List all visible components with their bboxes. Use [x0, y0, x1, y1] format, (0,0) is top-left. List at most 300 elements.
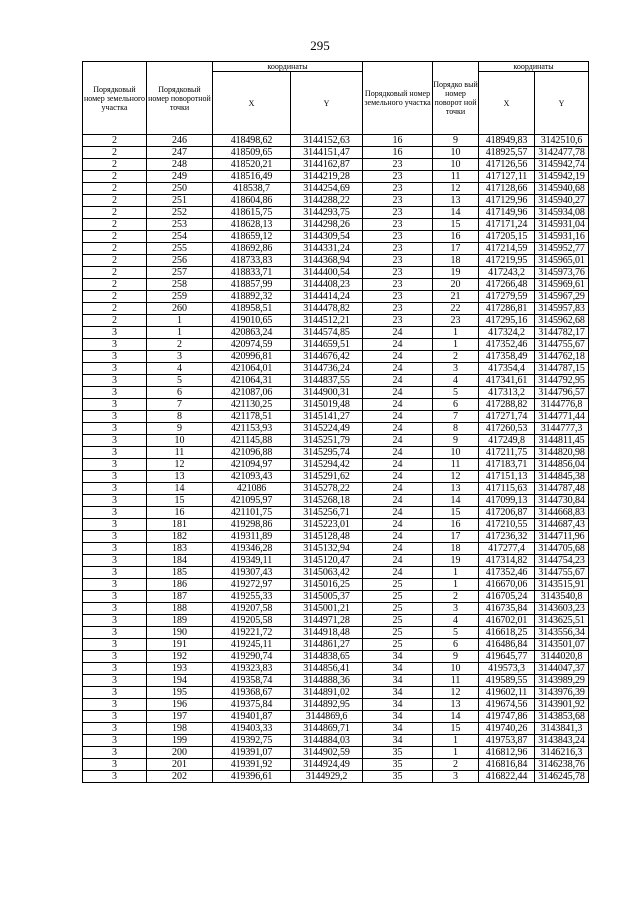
plot-number-cell-right: 24	[363, 483, 433, 495]
x-cell-right: 417205,15	[479, 231, 535, 243]
plot-number-cell: 3	[83, 663, 147, 675]
plot-number-cell-right: 24	[363, 327, 433, 339]
point-number-cell-right: 1	[433, 747, 479, 759]
x-cell: 418659,12	[213, 231, 291, 243]
x-cell: 421096,88	[213, 447, 291, 459]
plot-number-cell-right: 24	[363, 531, 433, 543]
point-number-cell: 260	[147, 303, 213, 315]
coordinates-header-left: координаты	[213, 62, 363, 72]
y-cell: 3144888,36	[291, 675, 363, 687]
table-row	[83, 651, 589, 663]
plot-number-cell-right: 35	[363, 771, 433, 783]
point-number-cell-right: 1	[433, 339, 479, 351]
plot-number-cell: 3	[83, 699, 147, 711]
plot-number-cell: 3	[83, 615, 147, 627]
y-cell: 3145251,79	[291, 435, 363, 447]
x-cell-right: 417260,53	[479, 423, 535, 435]
y-cell: 3144309,54	[291, 231, 363, 243]
y-cell: 3144574,85	[291, 327, 363, 339]
table-row	[83, 591, 589, 603]
plot-number-cell: 3	[83, 375, 147, 387]
point-number-cell-right: 17	[433, 243, 479, 255]
x-cell: 421145,88	[213, 435, 291, 447]
x-cell: 418833,71	[213, 267, 291, 279]
plot-number-cell-right: 25	[363, 603, 433, 615]
point-number-cell: 6	[147, 387, 213, 399]
y-cell: 3144929,2	[291, 771, 363, 783]
plot-number-cell: 2	[83, 303, 147, 315]
x-cell: 419205,58	[213, 615, 291, 627]
table-body	[83, 135, 589, 783]
y-cell-right: 3144754,23	[535, 555, 589, 567]
point-number-cell: 193	[147, 663, 213, 675]
y-cell: 3144891,02	[291, 687, 363, 699]
x-cell-right: 417149,96	[479, 207, 535, 219]
y-cell-right: 3146216,3	[535, 747, 589, 759]
plot-number-header: Порядковый номер земельного участка	[83, 62, 147, 135]
table-row	[83, 531, 589, 543]
y-cell: 3144298,26	[291, 219, 363, 231]
table-row	[83, 567, 589, 579]
y-cell-right: 3144776,8	[535, 399, 589, 411]
x-cell: 419290,74	[213, 651, 291, 663]
point-number-cell-right: 4	[433, 615, 479, 627]
x-cell: 419311,89	[213, 531, 291, 543]
y-cell-right: 3144668,83	[535, 507, 589, 519]
y-cell-right: 3143843,24	[535, 735, 589, 747]
x-cell-right: 416618,25	[479, 627, 535, 639]
plot-number-cell-right: 23	[363, 267, 433, 279]
plot-number-cell: 2	[83, 291, 147, 303]
y-cell-right: 3145957,83	[535, 303, 589, 315]
y-cell-right: 3145934,08	[535, 207, 589, 219]
point-number-cell: 248	[147, 159, 213, 171]
table-row	[83, 435, 589, 447]
plot-number-cell: 2	[83, 255, 147, 267]
plot-number-cell-right: 24	[363, 411, 433, 423]
x-cell-right: 417210,55	[479, 519, 535, 531]
x-cell-right: 419573,3	[479, 663, 535, 675]
point-number-header: Порядковый номер поворотной точки	[147, 62, 213, 135]
x-cell-right: 419747,86	[479, 711, 535, 723]
point-number-cell-right: 16	[433, 231, 479, 243]
plot-number-cell-right: 34	[363, 699, 433, 711]
y-cell-right: 3144792,95	[535, 375, 589, 387]
table-row	[83, 423, 589, 435]
table-row	[83, 207, 589, 219]
plot-number-cell-right: 24	[363, 339, 433, 351]
table-row	[83, 579, 589, 591]
x-cell: 420863,24	[213, 327, 291, 339]
plot-number-cell: 3	[83, 507, 147, 519]
plot-number-cell: 2	[83, 279, 147, 291]
x-cell: 420974,59	[213, 339, 291, 351]
plot-number-cell: 3	[83, 327, 147, 339]
plot-number-cell-right: 24	[363, 435, 433, 447]
x-cell-right: 417127,11	[479, 171, 535, 183]
x-cell-right: 417115,63	[479, 483, 535, 495]
point-number-cell-right: 19	[433, 555, 479, 567]
plot-number-cell-right: 25	[363, 639, 433, 651]
y-cell: 3144838,65	[291, 651, 363, 663]
point-number-cell-right: 21	[433, 291, 479, 303]
x-cell-right: 417128,66	[479, 183, 535, 195]
point-number-cell: 255	[147, 243, 213, 255]
x-cell: 419298,86	[213, 519, 291, 531]
y-cell: 3144414,24	[291, 291, 363, 303]
x-cell: 418628,13	[213, 219, 291, 231]
x-cell: 419207,58	[213, 603, 291, 615]
point-number-cell-right: 5	[433, 387, 479, 399]
y-cell-right: 3145940,27	[535, 195, 589, 207]
y-cell: 3144924,49	[291, 759, 363, 771]
plot-number-cell-right: 23	[363, 195, 433, 207]
plot-number-cell-right: 34	[363, 687, 433, 699]
plot-number-cell-right: 34	[363, 651, 433, 663]
point-number-cell-right: 14	[433, 495, 479, 507]
plot-number-cell: 3	[83, 339, 147, 351]
plot-number-cell-right: 23	[363, 171, 433, 183]
plot-number-cell-right: 25	[363, 615, 433, 627]
y-cell-right: 3143989,29	[535, 675, 589, 687]
y-cell: 3145256,71	[291, 507, 363, 519]
y-cell: 3144837,55	[291, 375, 363, 387]
x-cell: 420996,81	[213, 351, 291, 363]
point-number-cell: 200	[147, 747, 213, 759]
x-cell-right: 417354,4	[479, 363, 535, 375]
plot-number-cell-right: 16	[363, 135, 433, 147]
table-row	[83, 291, 589, 303]
y-cell-right: 3146245,78	[535, 771, 589, 783]
point-number-cell-right: 11	[433, 171, 479, 183]
point-number-header-right: Порядко вый номер поворот ной точки	[433, 62, 479, 135]
point-number-cell-right: 9	[433, 435, 479, 447]
y-cell-right: 3144787,15	[535, 363, 589, 375]
plot-number-cell-right: 24	[363, 459, 433, 471]
table-row	[83, 627, 589, 639]
y-cell: 3145128,48	[291, 531, 363, 543]
table-row	[83, 771, 589, 783]
point-number-cell: 183	[147, 543, 213, 555]
x-cell-right: 417313,2	[479, 387, 535, 399]
point-number-cell-right: 8	[433, 423, 479, 435]
table-row	[83, 495, 589, 507]
y-cell: 3144151,47	[291, 147, 363, 159]
table-row	[83, 315, 589, 327]
y-cell-right: 3144856,04	[535, 459, 589, 471]
y-cell: 3144900,31	[291, 387, 363, 399]
table-row	[83, 147, 589, 159]
plot-number-cell-right: 16	[363, 147, 433, 159]
point-number-cell-right: 11	[433, 459, 479, 471]
table-row	[83, 519, 589, 531]
x-cell-right: 417129,96	[479, 195, 535, 207]
table-row	[83, 759, 589, 771]
plot-number-cell: 2	[83, 171, 147, 183]
plot-number-cell-right: 24	[363, 543, 433, 555]
y-cell-right: 3144711,96	[535, 531, 589, 543]
plot-number-cell: 3	[83, 603, 147, 615]
x-cell: 418509,65	[213, 147, 291, 159]
table-row	[83, 483, 589, 495]
table-row	[83, 447, 589, 459]
y-cell: 3144971,28	[291, 615, 363, 627]
plot-number-cell: 2	[83, 207, 147, 219]
table-row	[83, 663, 589, 675]
table-row	[83, 555, 589, 567]
plot-number-cell: 3	[83, 591, 147, 603]
plot-number-cell: 3	[83, 387, 147, 399]
x-cell-right: 419753,87	[479, 735, 535, 747]
point-number-cell-right: 12	[433, 183, 479, 195]
plot-number-cell-right: 24	[363, 495, 433, 507]
y-cell: 3144254,69	[291, 183, 363, 195]
table-row	[83, 735, 589, 747]
plot-number-cell: 2	[83, 219, 147, 231]
plot-number-cell: 3	[83, 675, 147, 687]
point-number-cell: 14	[147, 483, 213, 495]
x-cell: 419403,33	[213, 723, 291, 735]
y-cell-right: 3144771,44	[535, 411, 589, 423]
x-cell: 419349,11	[213, 555, 291, 567]
plot-number-cell-right: 24	[363, 447, 433, 459]
x-cell: 418615,75	[213, 207, 291, 219]
point-number-cell: 10	[147, 435, 213, 447]
x-cell: 421087,06	[213, 387, 291, 399]
x-cell-right: 416702,01	[479, 615, 535, 627]
plot-number-cell-right: 24	[363, 507, 433, 519]
y-cell: 3144400,54	[291, 267, 363, 279]
y-cell-right: 3144730,84	[535, 495, 589, 507]
y-cell: 3145019,48	[291, 399, 363, 411]
table-row	[83, 267, 589, 279]
x-cell-right: 417288,82	[479, 399, 535, 411]
plot-number-cell-right: 25	[363, 579, 433, 591]
plot-number-cell: 2	[83, 195, 147, 207]
point-number-cell-right: 1	[433, 567, 479, 579]
plot-number-cell-right: 34	[363, 735, 433, 747]
x-cell-right: 419589,55	[479, 675, 535, 687]
plot-number-cell-right: 24	[363, 363, 433, 375]
point-number-cell-right: 17	[433, 531, 479, 543]
y-cell: 3144856,41	[291, 663, 363, 675]
point-number-cell: 253	[147, 219, 213, 231]
x-cell-right: 417126,56	[479, 159, 535, 171]
y-cell: 3145132,94	[291, 543, 363, 555]
plot-number-cell: 3	[83, 579, 147, 591]
point-number-cell-right: 2	[433, 759, 479, 771]
point-number-cell: 2	[147, 339, 213, 351]
point-number-cell-right: 20	[433, 279, 479, 291]
plot-number-cell: 3	[83, 567, 147, 579]
point-number-cell: 188	[147, 603, 213, 615]
point-number-cell-right: 13	[433, 195, 479, 207]
plot-number-cell-right: 34	[363, 663, 433, 675]
plot-number-cell: 2	[83, 183, 147, 195]
point-number-cell: 246	[147, 135, 213, 147]
point-number-cell: 5	[147, 375, 213, 387]
x-cell: 418520,21	[213, 159, 291, 171]
x-cell: 421101,75	[213, 507, 291, 519]
y-cell: 3144869,6	[291, 711, 363, 723]
plot-number-cell: 3	[83, 483, 147, 495]
table-row	[83, 195, 589, 207]
y-cell: 3144918,48	[291, 627, 363, 639]
y-cell-right: 3144782,17	[535, 327, 589, 339]
x-cell: 418958,51	[213, 303, 291, 315]
x-cell: 419358,74	[213, 675, 291, 687]
plot-number-cell-right: 23	[363, 219, 433, 231]
plot-number-cell-right: 25	[363, 591, 433, 603]
point-number-cell: 250	[147, 183, 213, 195]
x-cell-right: 417206,87	[479, 507, 535, 519]
y-cell-right: 3144705,68	[535, 543, 589, 555]
x-cell-right: 417358,49	[479, 351, 535, 363]
point-number-cell-right: 9	[433, 135, 479, 147]
point-number-cell-right: 13	[433, 699, 479, 711]
plot-number-cell-right: 24	[363, 567, 433, 579]
x-cell-right: 419740,26	[479, 723, 535, 735]
plot-number-cell-right: 23	[363, 159, 433, 171]
y-cell-right: 3144755,67	[535, 339, 589, 351]
point-number-cell-right: 7	[433, 411, 479, 423]
plot-number-cell: 2	[83, 147, 147, 159]
point-number-cell: 1	[147, 315, 213, 327]
plot-number-cell-right: 24	[363, 351, 433, 363]
x-cell-right: 417211,75	[479, 447, 535, 459]
table-row	[83, 339, 589, 351]
plot-number-cell: 3	[83, 471, 147, 483]
plot-number-cell: 3	[83, 651, 147, 663]
table-row	[83, 411, 589, 423]
table-row	[83, 507, 589, 519]
plot-number-cell-right: 35	[363, 747, 433, 759]
plot-number-cell: 3	[83, 351, 147, 363]
x-cell: 418538,7	[213, 183, 291, 195]
plot-number-cell: 3	[83, 447, 147, 459]
plot-number-cell-right: 24	[363, 471, 433, 483]
y-cell-right: 3143841,3	[535, 723, 589, 735]
plot-number-cell: 3	[83, 639, 147, 651]
point-number-cell: 9	[147, 423, 213, 435]
table-row	[83, 399, 589, 411]
plot-number-cell: 3	[83, 423, 147, 435]
x-cell: 419368,67	[213, 687, 291, 699]
point-number-cell: 7	[147, 399, 213, 411]
x-cell-right: 419645,77	[479, 651, 535, 663]
plot-number-cell-right: 24	[363, 519, 433, 531]
x-cell-right: 417271,74	[479, 411, 535, 423]
y-cell-right: 3144762,18	[535, 351, 589, 363]
x-cell: 419391,07	[213, 747, 291, 759]
point-number-cell: 182	[147, 531, 213, 543]
plot-number-header-right: Порядковый номер земельного участка	[363, 62, 433, 135]
x-cell: 418516,49	[213, 171, 291, 183]
plot-number-cell-right: 23	[363, 315, 433, 327]
x-cell: 421130,25	[213, 399, 291, 411]
x-cell: 418498,62	[213, 135, 291, 147]
point-number-cell: 202	[147, 771, 213, 783]
table-row	[83, 255, 589, 267]
table-row	[83, 159, 589, 171]
point-number-cell-right: 3	[433, 771, 479, 783]
x-cell-right: 417314,82	[479, 555, 535, 567]
point-number-cell: 187	[147, 591, 213, 603]
point-number-cell: 196	[147, 699, 213, 711]
point-number-cell-right: 19	[433, 267, 479, 279]
y-cell-right: 3144777,3	[535, 423, 589, 435]
point-number-cell-right: 22	[433, 303, 479, 315]
point-number-cell-right: 2	[433, 591, 479, 603]
point-number-cell-right: 4	[433, 375, 479, 387]
y-cell: 3144288,22	[291, 195, 363, 207]
plot-number-cell-right: 24	[363, 375, 433, 387]
point-number-cell: 8	[147, 411, 213, 423]
x-cell-right: 418925,57	[479, 147, 535, 159]
x-cell-right: 417352,46	[479, 567, 535, 579]
point-number-cell-right: 13	[433, 483, 479, 495]
point-number-cell-right: 12	[433, 471, 479, 483]
point-number-cell-right: 10	[433, 663, 479, 675]
point-number-cell: 186	[147, 579, 213, 591]
y-cell: 3145063,42	[291, 567, 363, 579]
table-row	[83, 183, 589, 195]
x-cell: 421064,01	[213, 363, 291, 375]
y-cell: 3145141,27	[291, 411, 363, 423]
y-cell: 3144884,03	[291, 735, 363, 747]
plot-number-cell-right: 34	[363, 723, 433, 735]
x-cell-right: 419674,56	[479, 699, 535, 711]
point-number-cell: 201	[147, 759, 213, 771]
plot-number-cell: 2	[83, 315, 147, 327]
plot-number-cell-right: 23	[363, 255, 433, 267]
x-cell: 421064,31	[213, 375, 291, 387]
x-cell-right: 417249,8	[479, 435, 535, 447]
plot-number-cell: 3	[83, 771, 147, 783]
y-cell: 3144861,27	[291, 639, 363, 651]
point-number-cell: 185	[147, 567, 213, 579]
y-cell: 3144478,82	[291, 303, 363, 315]
x-cell-right: 417286,81	[479, 303, 535, 315]
table-row	[83, 351, 589, 363]
y-cell: 3144331,24	[291, 243, 363, 255]
y-cell-right: 3144811,45	[535, 435, 589, 447]
x-cell-right: 417352,46	[479, 339, 535, 351]
y-cell: 3144869,71	[291, 723, 363, 735]
table-row	[83, 219, 589, 231]
plot-number-cell: 3	[83, 399, 147, 411]
point-number-cell: 189	[147, 615, 213, 627]
page-number: 295	[310, 38, 330, 53]
plot-number-cell: 3	[83, 543, 147, 555]
x-cell-right: 416816,84	[479, 759, 535, 771]
y-header-left: Y	[291, 72, 363, 135]
point-number-cell: 192	[147, 651, 213, 663]
y-cell-right: 3145973,76	[535, 267, 589, 279]
x-cell: 419346,28	[213, 543, 291, 555]
x-cell: 421094,97	[213, 459, 291, 471]
plot-number-cell-right: 24	[363, 423, 433, 435]
table-row	[83, 723, 589, 735]
plot-number-cell-right: 34	[363, 675, 433, 687]
plot-number-cell: 3	[83, 687, 147, 699]
table-row	[83, 243, 589, 255]
plot-number-cell: 3	[83, 363, 147, 375]
y-cell: 3144219,28	[291, 171, 363, 183]
x-cell: 419375,84	[213, 699, 291, 711]
point-number-cell-right: 10	[433, 447, 479, 459]
plot-number-cell: 3	[83, 711, 147, 723]
